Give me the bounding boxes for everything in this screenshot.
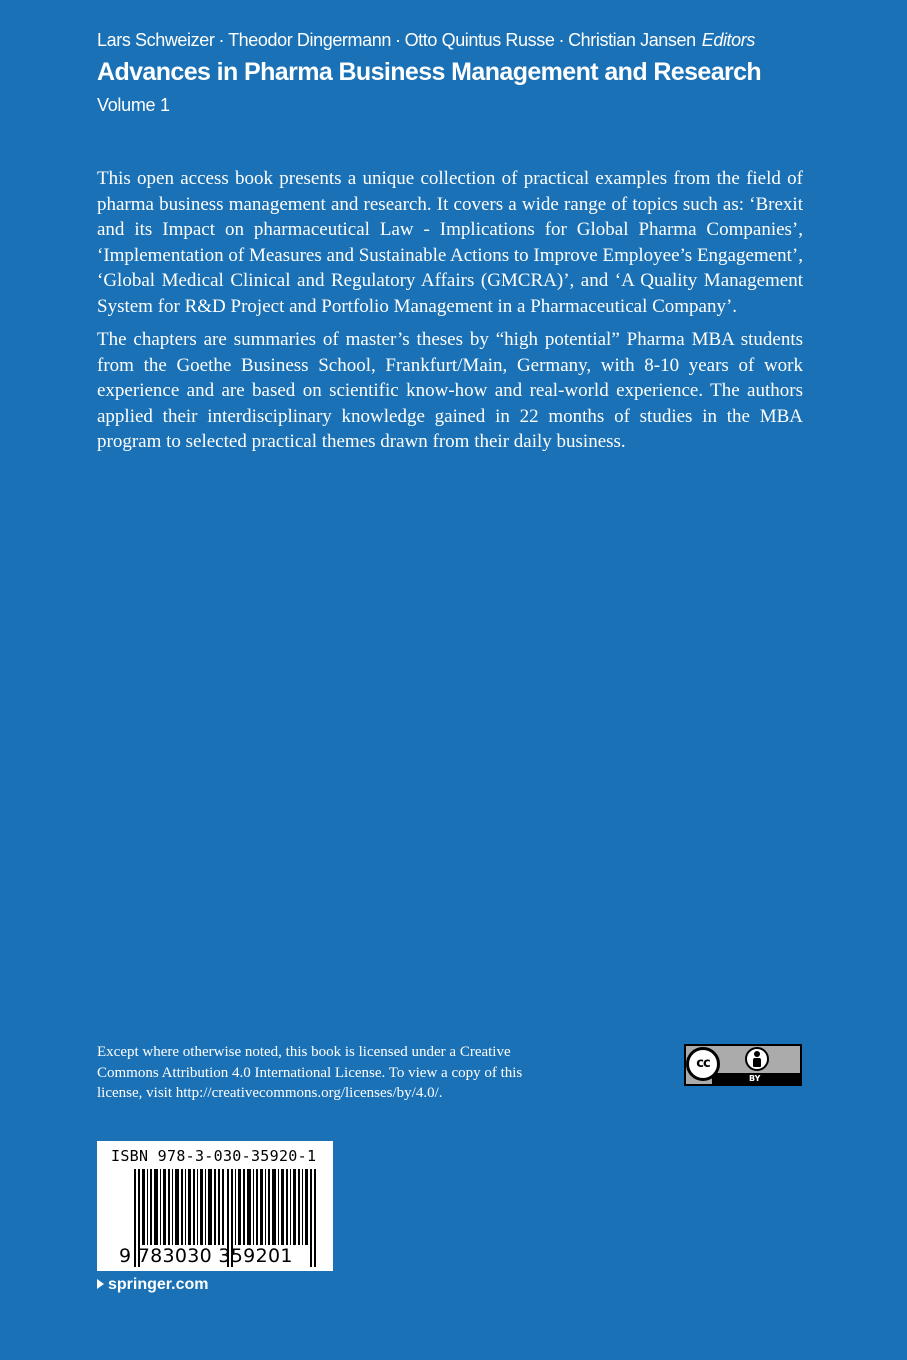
- editor-name: Theodor Dingermann: [228, 30, 391, 50]
- description-paragraph: The chapters are summaries of master’s theses by “high potential” Pharma MBA students from the Goethe Business School, Frankfurt/Main, Germany, with 8-10 years of work experience and are based on scientific know-how and real-world experience. The authors applied their interdisciplinary knowledge gained in 22 months of studies in the MBA program to selected practical themes drawn from their daily business.: [97, 329, 803, 452]
- attribution-icon-body: [753, 1058, 761, 1067]
- license-notice: Except where otherwise noted, this book is licensed under a Creative Commons Attribution 4.0 International License. To view a copy of this license, visit http://creativecommons.org/licenses/by/4.0/.: [97, 1044, 523, 1101]
- isbn-label: ISBN 978-3-030-35920-1: [111, 1147, 317, 1165]
- badge-by-label: BY: [749, 1074, 761, 1083]
- attribution-icon: [745, 1047, 769, 1071]
- attribution-icon-head: [754, 1051, 760, 1057]
- springer-link[interactable]: [97, 1276, 208, 1294]
- editor-name: Christian Jansen: [568, 30, 696, 50]
- isbn-barcode-box: [97, 1141, 333, 1271]
- volume-label: Volume 1: [97, 95, 170, 115]
- editor-separator: ·: [218, 30, 225, 50]
- description-paragraph: This open access book presents a unique collection of practical examples from the field of pharma business management and research. It covers a wide range of topics such as: ‘Brexit and its Impact on pharmaceutical Law - Implications for Global Pharma Companies’, ‘Implementation of Measures and Sustainable Actions to Improve Employee’s Engagement’, ‘Global Medical Clinical and Regulatory Affairs (GMCRA)’, and ‘A Quality Management System for R&D Project and Portfolio Management in a Pharmaceutical Company’.: [97, 168, 803, 317]
- editor-name: Lars Schweizer: [97, 30, 215, 50]
- editor-name: Otto Quintus Russe: [404, 30, 555, 50]
- cc-by-license-badge[interactable]: [684, 1044, 802, 1086]
- cc-icon: cc: [686, 1047, 720, 1081]
- book-title: Advances in Pharma Business Management and Research: [97, 58, 762, 86]
- editor-separator: ·: [558, 30, 565, 50]
- barcode-digits: 9 783030 359201: [119, 1245, 293, 1267]
- editor-separator: ·: [394, 30, 401, 50]
- editors-line: [97, 30, 817, 51]
- arrow-right-icon: [97, 1279, 104, 1289]
- book-description: [97, 166, 803, 463]
- editors-role-label: Editors: [701, 30, 755, 50]
- springer-link-label: springer.com: [108, 1276, 209, 1293]
